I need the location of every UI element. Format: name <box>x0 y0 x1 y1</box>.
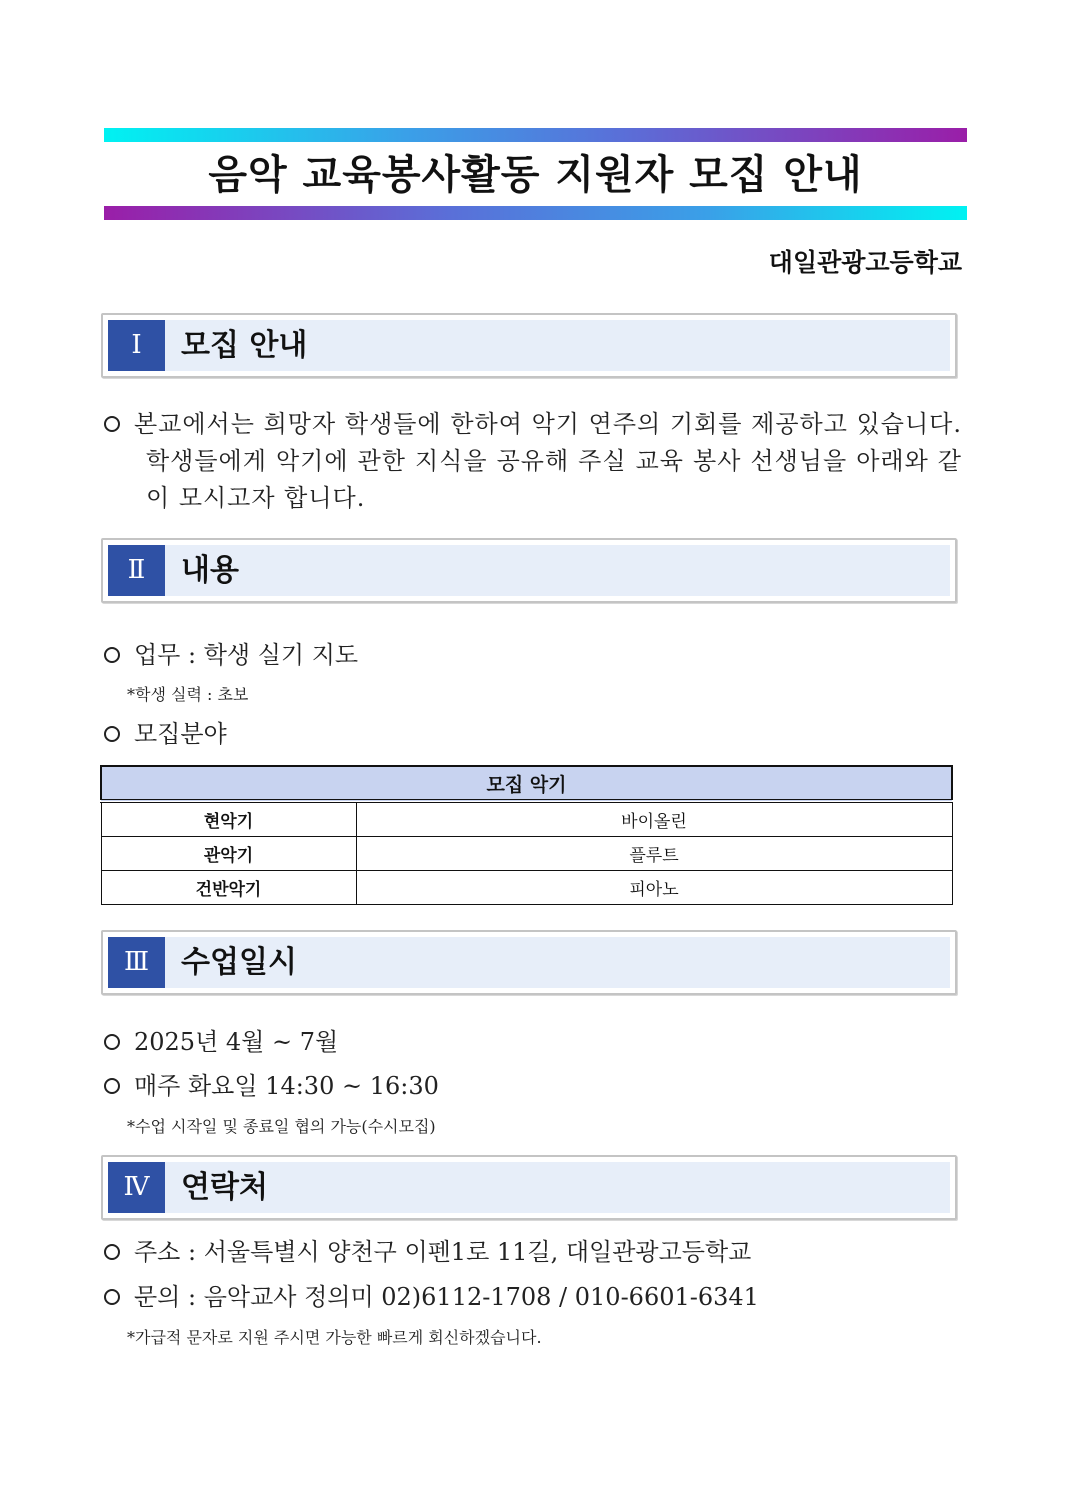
page-title: 음악 교육봉사활동 지원자 모집 안내 <box>208 152 863 198</box>
schedule-note: *수업 시작일 및 종료일 협의 가능(수시모집) <box>127 1117 436 1136</box>
section-number: Ⅱ <box>108 545 165 596</box>
circle-bullet-icon <box>104 1244 120 1260</box>
section-header-band <box>108 937 950 988</box>
table-row <box>101 801 952 837</box>
table-cell-category: 관악기 <box>101 837 356 871</box>
instrument-table <box>100 765 953 905</box>
table-header: 모집 악기 <box>101 766 952 801</box>
section-number: Ⅳ <box>108 1162 165 1213</box>
circle-bullet-icon <box>104 726 120 742</box>
section-header-schedule <box>101 930 957 995</box>
school-name: 대일관광고등학교 <box>768 248 962 277</box>
table-header-row <box>101 766 952 801</box>
duty-line <box>104 640 358 670</box>
contact-note: *가급적 문자로 지원 주시면 가능한 빠르게 회신하겠습니다. <box>127 1328 542 1347</box>
field-text: 모집분야 <box>134 720 227 748</box>
section-number: Ⅰ <box>108 320 165 371</box>
circle-bullet-icon <box>104 1289 120 1305</box>
section-header-band <box>108 320 950 371</box>
inquiry-text: 문의 : 음악교사 정의미 02)6112-1708 / 010-6601-6341 <box>134 1283 759 1311</box>
table-cell-category: 현악기 <box>101 801 356 837</box>
section-header-content <box>101 538 957 603</box>
section-header-recruitment <box>101 313 957 378</box>
intro-text: 본교에서는 희망자 학생들에 한하여 악기 연주의 기회를 제공하고 있습니다. 학생들에게 악기에 관한 지식을 공유해 주실 교육 봉사 선생님을 아래와 같이 모시고자 합니다. <box>134 410 962 512</box>
table-cell-instrument: 바이올린 <box>356 801 952 837</box>
table-cell-category: 건반악기 <box>101 871 356 905</box>
address-text: 주소 : 서울특별시 양천구 이펜1로 11길, 대일관광고등학교 <box>134 1238 752 1266</box>
address-line <box>104 1237 751 1267</box>
section-title: 모집 안내 <box>181 328 308 363</box>
table-row <box>101 871 952 905</box>
duty-text: 업무 : 학생 실기 지도 <box>134 641 359 669</box>
circle-bullet-icon <box>104 416 120 432</box>
period-text: 2025년 4월 ~ 7월 <box>134 1028 339 1056</box>
table-cell-instrument: 플루트 <box>356 837 952 871</box>
circle-bullet-icon <box>104 1034 120 1050</box>
title-top-gradient-bar <box>104 128 967 142</box>
period-line <box>104 1027 338 1057</box>
time-text: 매주 화요일 14:30 ~ 16:30 <box>134 1072 439 1100</box>
time-line <box>104 1071 439 1101</box>
field-line <box>104 719 227 749</box>
circle-bullet-icon <box>104 1078 120 1094</box>
inquiry-line <box>104 1282 759 1312</box>
section-number: Ⅲ <box>108 937 165 988</box>
intro-paragraph <box>104 406 962 517</box>
section-title: 연락처 <box>181 1170 268 1205</box>
section-title: 수업일시 <box>181 945 297 980</box>
circle-bullet-icon <box>104 647 120 663</box>
section-header-band <box>108 1162 950 1213</box>
table-cell-instrument: 피아노 <box>356 871 952 905</box>
section-header-contact <box>101 1155 957 1220</box>
section-header-band <box>108 545 950 596</box>
section-title: 내용 <box>181 553 239 588</box>
duty-note: *학생 실력 : 초보 <box>127 685 249 704</box>
table-row <box>101 837 952 871</box>
title-bottom-gradient-bar <box>104 206 967 220</box>
